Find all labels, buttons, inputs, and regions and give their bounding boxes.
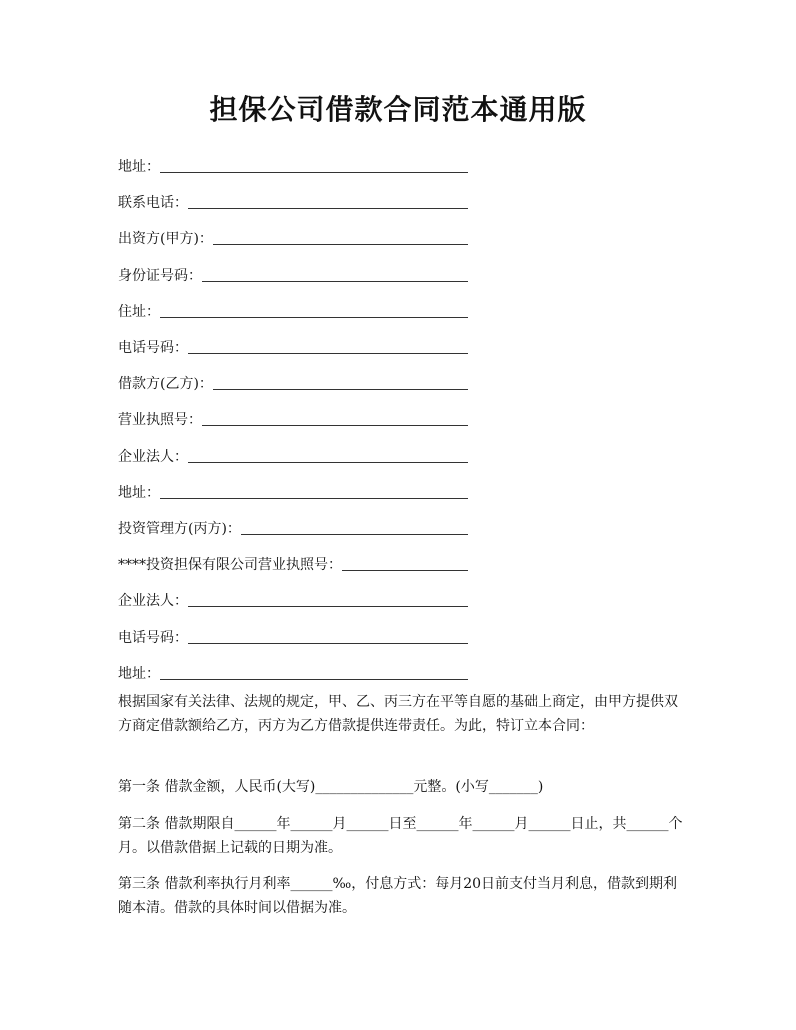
field-label: 营业执照号：: [118, 412, 202, 429]
field-row: [118, 329, 478, 365]
field-label: ****投资担保有限公司营业执照号：: [118, 557, 342, 574]
fill-in-line: [160, 498, 468, 499]
document-title: 担保公司借款合同范本通用版: [209, 93, 587, 126]
field-row: [118, 220, 478, 256]
field-row: [118, 582, 478, 618]
fill-in-line: [213, 389, 468, 390]
fill-in-line: [188, 643, 468, 644]
field-row: [118, 365, 478, 401]
preamble-paragraph: 根据国家有关法律、法规的规定，甲、乙、丙三方在平等自愿的基础上商定，由甲方提供双方商定借款额给乙方，丙方为乙方借款提供连带责任。为此，特订立本合同：: [118, 694, 678, 734]
fill-in-line: [342, 570, 468, 571]
fill-in-line: [160, 679, 468, 680]
field-row: [118, 510, 478, 546]
field-label: 借款方(乙方)：: [118, 376, 213, 393]
fill-in-line: [202, 425, 468, 426]
fill-in-line: [188, 353, 468, 354]
field-label: 身份证号码：: [118, 267, 202, 284]
field-label: 地址：: [118, 665, 160, 682]
field-label: 企业法人：: [118, 593, 188, 610]
field-label: 电话号码：: [118, 340, 188, 357]
fill-in-line: [188, 606, 468, 607]
field-row: [118, 546, 478, 582]
field-row: [118, 148, 478, 184]
article-3-paragraph: 第三条 借款利率执行月利率______‰，付息方式：每月20日前支付当月利息，借款到期利随本清。借款的具体时间以借据为准。: [118, 876, 678, 916]
field-label: 地址：: [118, 484, 160, 501]
field-label: 投资管理方(丙方)：: [118, 520, 241, 537]
field-label: 企业法人：: [118, 448, 188, 465]
field-label: 出资方(甲方)：: [118, 231, 213, 248]
fill-in-line: [202, 281, 468, 282]
field-label: 联系电话：: [118, 195, 188, 212]
article-1-paragraph: 第一条 借款金额，人民币(大写)______________元整。(小写_______): [118, 779, 544, 795]
fill-in-line: [213, 244, 468, 245]
field-row: [118, 655, 478, 691]
field-row: [118, 618, 478, 654]
field-label: 地址：: [118, 159, 160, 176]
fill-in-line: [188, 208, 468, 209]
field-label: 电话号码：: [118, 629, 188, 646]
field-label: 住址：: [118, 303, 160, 320]
field-row: [118, 438, 478, 474]
fill-in-line: [188, 462, 468, 463]
fill-in-line: [160, 317, 468, 318]
fill-in-line: [160, 172, 468, 173]
field-row: [118, 474, 478, 510]
article-2-paragraph: 第二条 借款期限自______年______月______日至______年______月______日止，共______个月。以借款借据上记载的日期为准。: [118, 816, 683, 856]
party-info-fields: [118, 148, 478, 691]
field-row: [118, 184, 478, 220]
fill-in-line: [241, 534, 468, 535]
field-row: [118, 293, 478, 329]
field-row: [118, 257, 478, 293]
field-row: [118, 401, 478, 437]
